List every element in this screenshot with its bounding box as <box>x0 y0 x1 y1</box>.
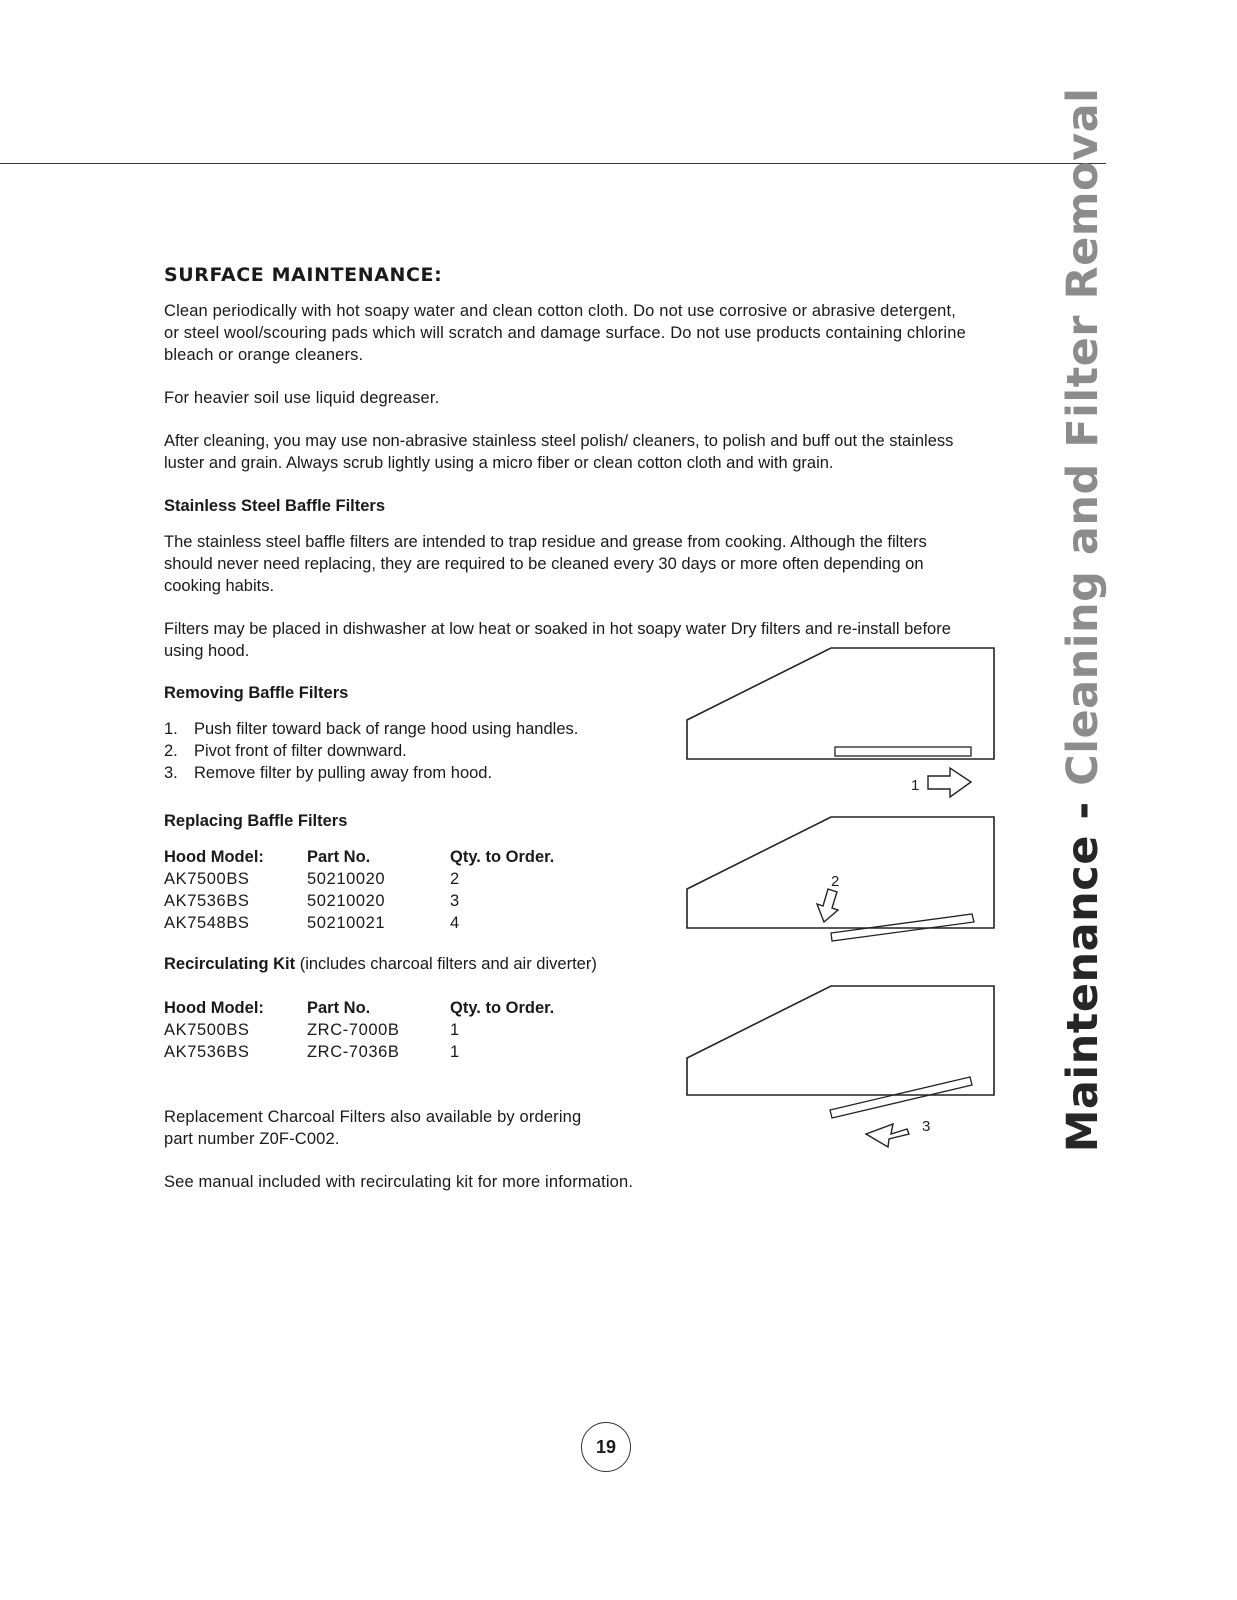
text-line: After cleaning, you may use non-abrasive stainless steel polish/ cleaners, to polish and buff out the stainless <box>164 432 954 450</box>
step-label-3: 3 <box>922 1118 931 1135</box>
recirculating-kit-note: (includes charcoal filters and air diverter) <box>295 955 597 973</box>
text-line: or steel wool/scouring pads which will scratch and damage surface. Do not use products containing chlorine <box>164 324 966 342</box>
step-label-1: 1 <box>911 777 920 794</box>
recirculating-parts-table <box>164 997 554 1063</box>
surface-paragraph-2: For heavier soil use liquid degreaser. <box>164 389 440 407</box>
header-rule <box>0 163 1106 164</box>
surface-maintenance-heading: SURFACE MAINTENANCE: <box>164 264 443 286</box>
arrow-down-icon <box>817 889 838 922</box>
text-line: Clean periodically with hot soapy water and clean cotton cloth. Do not use corrosive or abrasive detergent, <box>164 302 956 320</box>
list-item: 3. Remove filter by pulling away from hood. <box>164 764 493 782</box>
list-item: 2. Pivot front of filter downward. <box>164 742 407 760</box>
surface-paragraph-3 <box>164 430 1024 474</box>
text-line: should never need replacing, they are required to be cleaned every 30 days or more often depending on <box>164 555 924 573</box>
hood-step-3 <box>687 986 994 1118</box>
text-line: The stainless steel baffle filters are intended to trap residue and grease from cooking. Although the filters <box>164 533 927 551</box>
removal-steps-list <box>164 718 578 784</box>
side-title-part2: Cleaning and Filter Removal <box>1058 87 1108 786</box>
baffle-filters-heading: Stainless Steel Baffle Filters <box>164 497 386 515</box>
text-line: Filters may be placed in dishwasher at low heat or soaked in hot soapy water Dry filters and re-install before <box>164 620 951 638</box>
baffle-parts-table <box>164 846 554 934</box>
text-line: Replacement Charcoal Filters also available by ordering <box>164 1108 582 1126</box>
surface-paragraph-1 <box>164 300 1024 366</box>
table-row: AK7548BS 50210021 4 <box>164 914 460 932</box>
table-header-row: Hood Model: Part No. Qty. to Order. <box>164 848 555 866</box>
filter-removal-diagram <box>680 640 1010 1160</box>
hood-step-1 <box>687 648 994 759</box>
text-line: bleach or orange cleaners. <box>164 346 364 364</box>
arrow-left-icon <box>866 1124 909 1147</box>
page-number: 19 <box>581 1422 631 1472</box>
recirculating-kit-line <box>164 955 597 974</box>
baffle-paragraph-1 <box>164 531 1024 597</box>
arrow-right-icon <box>928 768 971 797</box>
text-line: cooking habits. <box>164 577 275 595</box>
table-row: AK7536BS ZRC-7036B 1 <box>164 1043 460 1061</box>
step-label-2: 2 <box>831 873 840 890</box>
side-section-title <box>1058 88 1108 1153</box>
text-line: luster and grain. Always scrub lightly using a micro fiber or clean cotton cloth and with grain. <box>164 454 834 472</box>
list-item: 1. Push filter toward back of range hood using handles. <box>164 720 579 738</box>
side-title-part1: Maintenance - <box>1058 785 1108 1153</box>
table-row: AK7536BS 50210020 3 <box>164 892 460 910</box>
table-header-row: Hood Model: Part No. Qty. to Order. <box>164 999 555 1017</box>
text-line: using hood. <box>164 642 250 660</box>
replacing-filters-heading: Replacing Baffle Filters <box>164 812 348 830</box>
replacement-filters-note <box>164 1106 684 1150</box>
hood-step-2 <box>687 817 994 941</box>
see-manual-note: See manual included with recirculating kit for more information. <box>164 1173 634 1191</box>
table-row: AK7500BS 50210020 2 <box>164 870 460 888</box>
recirculating-kit-heading: Recirculating Kit <box>164 955 296 973</box>
text-line: part number Z0F-C002. <box>164 1130 340 1148</box>
removing-filters-heading: Removing Baffle Filters <box>164 684 349 702</box>
table-row: AK7500BS ZRC-7000B 1 <box>164 1021 460 1039</box>
